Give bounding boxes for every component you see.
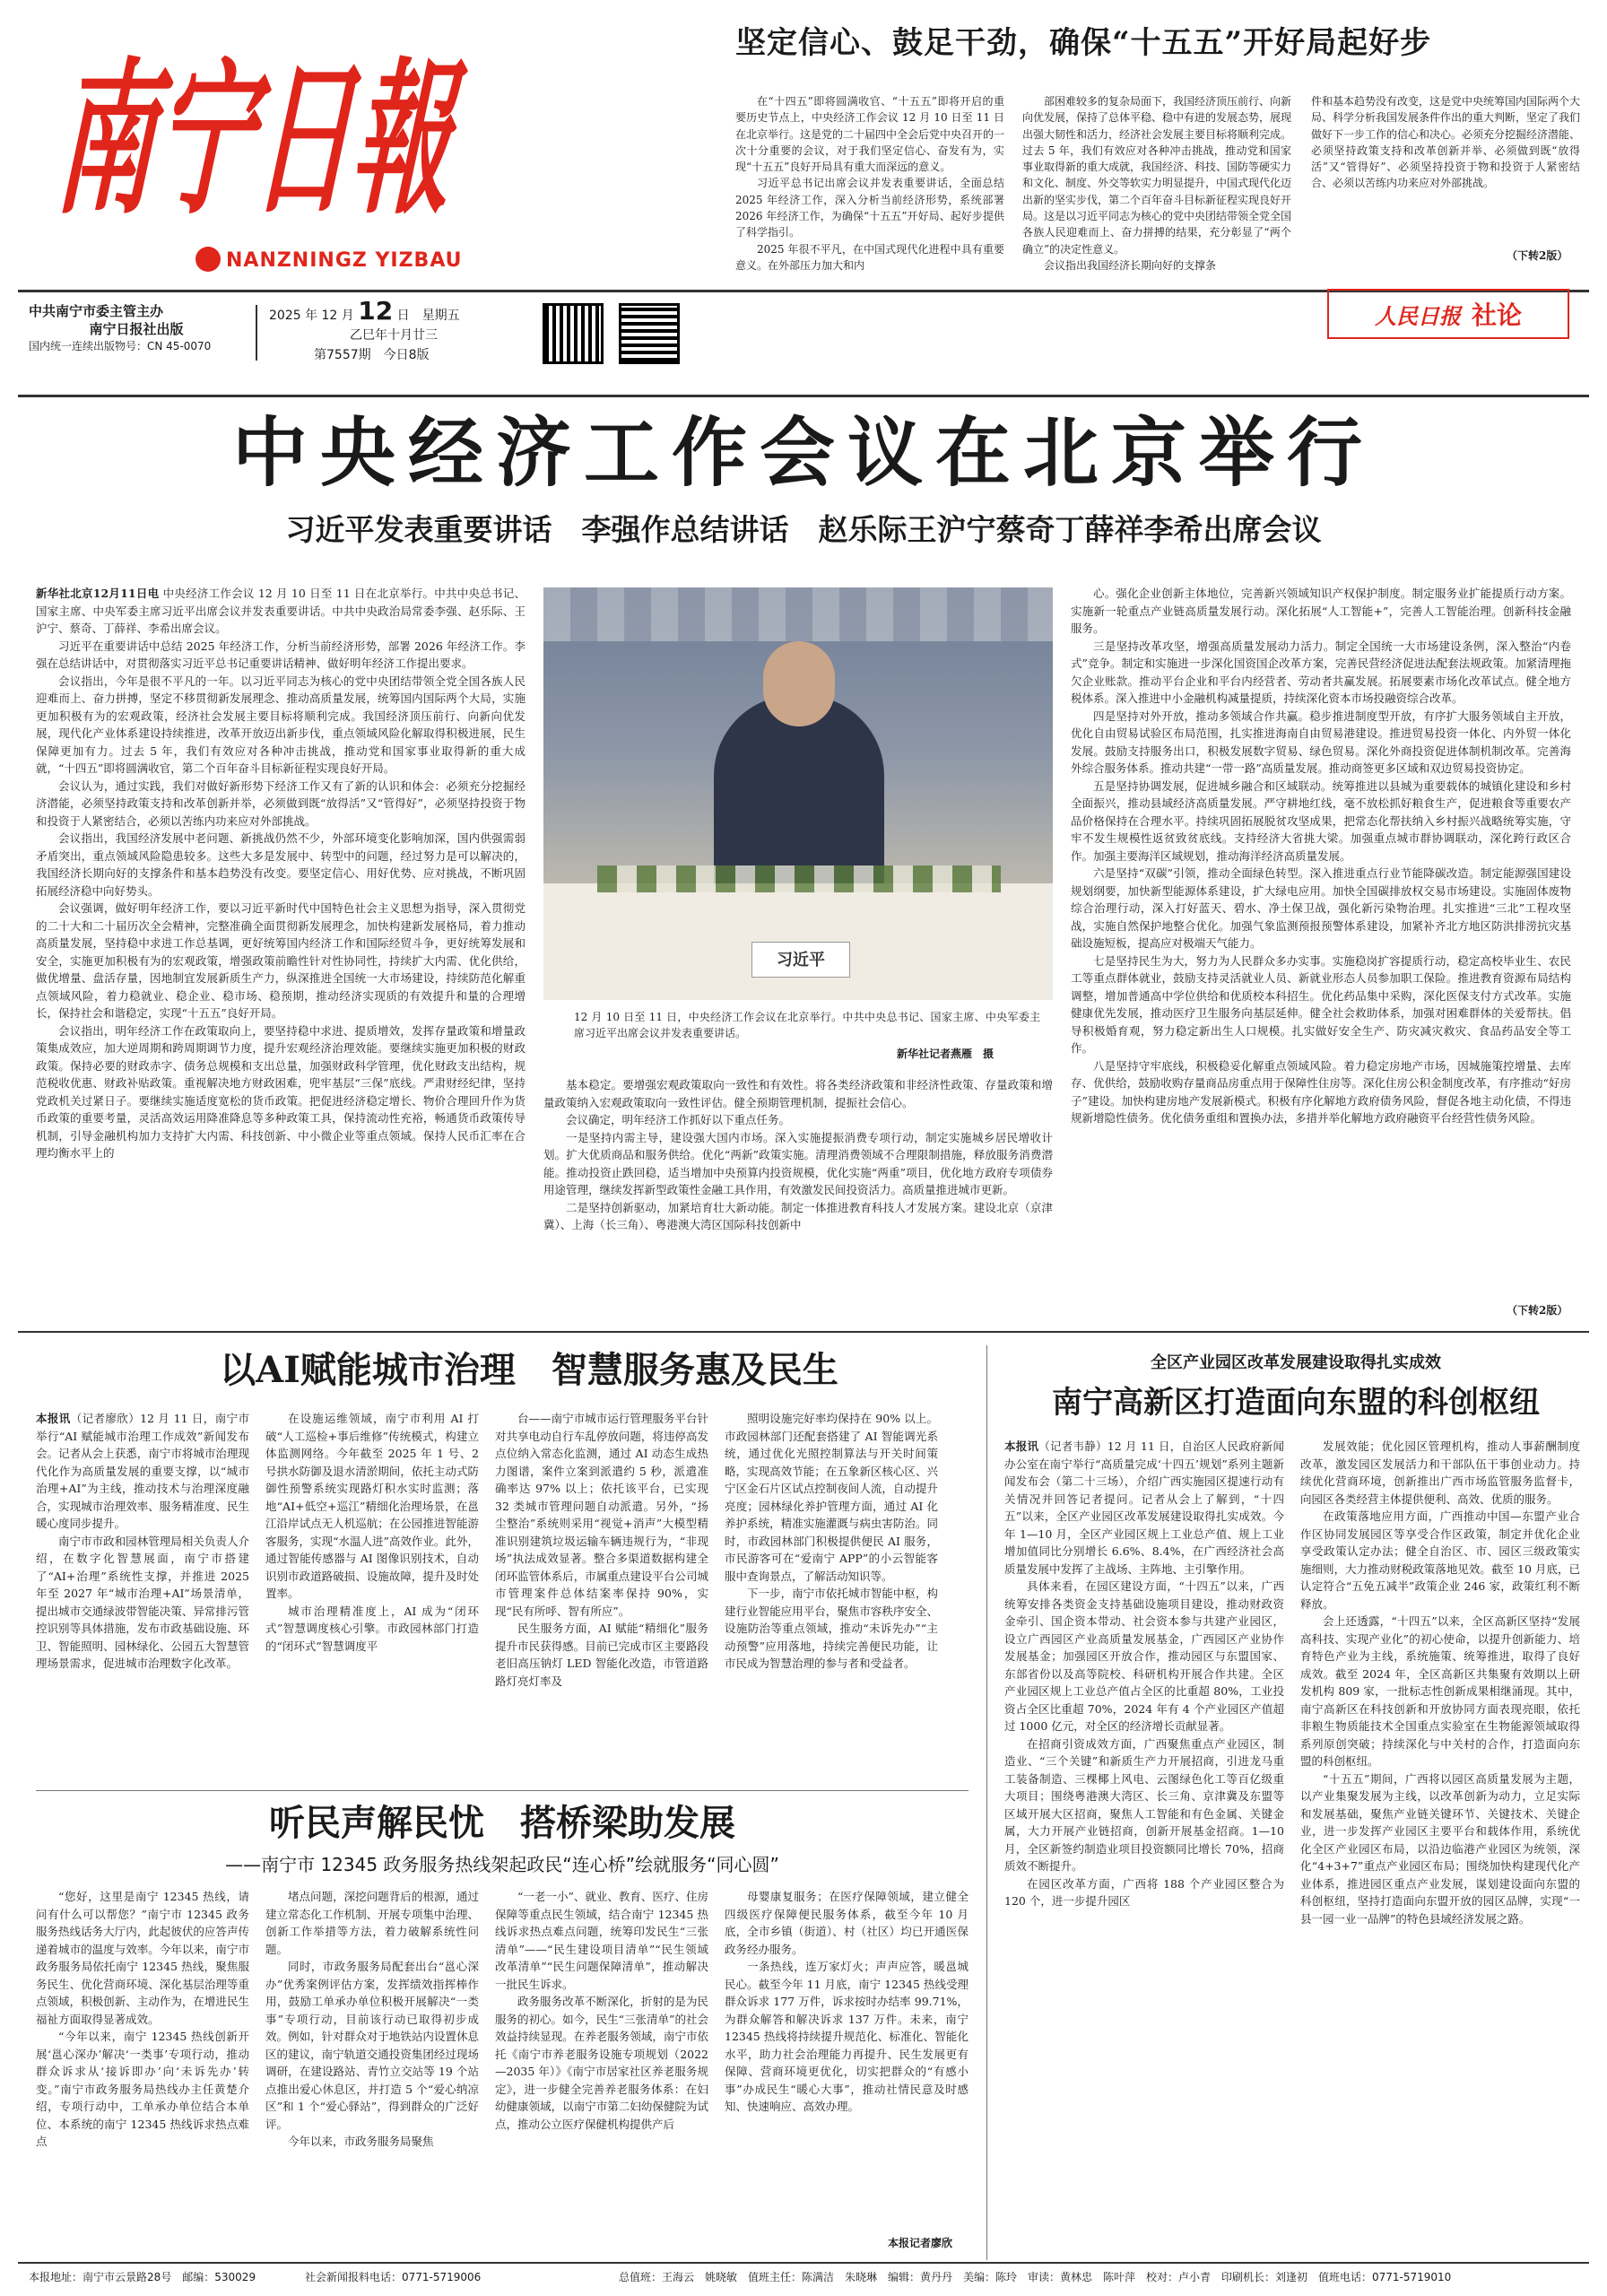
paragraph: 四是坚持对外开放，推动多领域合作共赢。稳步推进制度型开放，有序扩大服务领域自主开放，优化自由贸易试验区布局范围，扎实推进海南自由贸易港建设。推进贸易投资一体化、内外贸一体化发展。鼓励支持服务出口，积极发展数字贸易、绿色贸易。深化外商投资促进体制机制改革。完善海外综合服务体系。推动共建“一带一路”高质量发展。推动商签更多区域和双边贸易投资协定。 bbox=[1071, 709, 1571, 775]
paragraph: 会议指出，明年经济工作在政策取向上，要坚持稳中求进、提质增效，发挥存量政策和增量政策集成效应，加大逆周期和跨周期调节力度，提升宏观经济治理效能。要继续实施更加积极的财政政策。保持必要的财政赤字、债务总规模和支出总量，加强财政科学管理，优化财政支出结构，规范税收优惠、财政补贴政策。重视解决地方财政困难，兜牢基层“三保”底线。严肃财经纪律，坚持党政机关过紧日子。要继续实施适度宽松的货币政策。把促进经济稳定增长、物价合理回升作为货币政策的重要考量，灵活高效运用降准降息等多种政策工具，保持流动性充裕，畅通货币政策传导机制，引导金融机构加力支持扩大内需、科技创新、中小微企业等重点领域。保持人民币汇率在合理均衡水平上的 bbox=[36, 1023, 526, 1160]
qr-code-icon[interactable] bbox=[619, 303, 680, 364]
paragraph: 五是坚持协调发展，促进城乡融合和区域联动。统筹推进以县城为重要载体的城镇化建设和乡村全面振兴，推动县域经济高质量发展。严守耕地红线，毫不放松抓好粮食生产，促进粮食等重要农产品价格保持在合理水平。持续巩固拓展脱贫攻坚成果，把常态化帮扶纳入乡村振兴战略统筹实施，守牢不发生规模性返贫致贫底线。支持经济大省挑大梁。加强重点城市群协调联动，深化跨行政区合作。加强主要海洋区域规划，推动海洋经济高质量发展。 bbox=[1071, 778, 1571, 863]
hotline-credit: 本报记者廖欣 bbox=[888, 2237, 953, 2249]
lead-photo bbox=[543, 587, 1053, 1000]
svg-text:南宁日報: 南宁日報 bbox=[45, 41, 751, 238]
paragraph: 会议强调，做好明年经济工作，要以习近平新时代中国特色社会主义思想为指导，深入贯彻党的二十大和二十届历次全会精神，完整准确全面贯彻新发展理念，加快构建新发展格局，着力推动高质量发展，坚持稳中求进工作总基调，更好统筹国内经济工作和国际经贸斗争，更好统筹发展和安全，实施更加积极有为的宏观政策，增强政策前瞻性针对性协同性，持续扩大内需、优化供给，做优增量、盘活存量，因地制宜发展新质生产力，纵深推进全国统一大市场建设，持续防范化解重点领域风险，着力稳就业、稳企业、稳市场、稳预期，推动经济实现质的有效提升和量的合理增长，保持社会和谐稳定，实现“十五五”良好开局。 bbox=[36, 901, 526, 1020]
issue-date-block: 2025 年 12 月 12 日 星期五 乙巳年十月廿三 第7557期 今日8版 bbox=[269, 296, 460, 362]
publisher-info: 中共南宁市委主管主办 南宁日报社出版 国内统一连续出版物号：CN 45-0070 bbox=[29, 303, 212, 352]
paragraph: 在招商引资成效方面，广西聚焦重点产业园区，制造业、“三个关键”和新质生产力开展招商，引进龙马重工装备制造、三棵椰上风电、云图绿色化工等百亿级重大项目；围绕粤港澳大湾区、长三角、京津冀及东盟等区域开展大区招商，聚焦人工智能和有色金属、关键金属，大力开展产业链招商，创新开展基金招商。1—10 月，全区新签约制造业项目投资额同比增长 70%，招商质效不断提升。 bbox=[1004, 1736, 1284, 1873]
paragraph: 城市治理精准度上，AI 成为“闭环式”智慧调度核心引擎。市政园林部门打造的“闭环式”智慧调度平 bbox=[265, 1604, 479, 1653]
paragraph: 七是坚持民生为大，努力为人民群众多办实事。实施稳岗扩容提质行动，稳定高校毕业生、农民工等重点群体就业，鼓励支持灵活就业人员、新就业形态人员参加职工保险。推进教育资源布局结构调整，增加普通高中学位供给和优质校本科招生。优化药品集中采购，深化医保支付方式改革。实施健康优先发展，推动医疗卫生服务向基层延伸。健全社会救助体系，加强对困难群体的关爱帮扶。倡导积极婚育观，努力稳定新出生人口规模。扎实做好安全生产、防灾减灾救灾、食品药品安全等工作。 bbox=[1071, 953, 1571, 1055]
paragraph: 会议指出我国经济长期向好的支撑条 bbox=[1044, 258, 1217, 272]
paragraph: 会议认为，通过实践，我们对做好新形势下经济工作又有了新的认识和体会：必须充分挖掘经济潜能，必须坚持政策支持和改革创新并举，必须做到既“放得活”又“管得好”，必须坚持投资于物和投资于人紧密结合，必须以苦练内功来应对外部挑战。 bbox=[36, 778, 526, 828]
divider bbox=[18, 395, 1589, 397]
paragraph: 政务服务改革不断深化，折射的是为民服务的初心。如今，民生“三张清单”的社会效益持续显现。在养老服务领域，南宁市依托《南宁市养老服务设施专项规划（2022—2035 年）》《南宁市居家社区养老服务规定》，进一步健全完善养老服务体系：在妇幼健康领域，以南宁市第二妇幼保健院为试点，推动公立医疗保健机构提供产后 bbox=[495, 1995, 708, 2131]
ai-story-column bbox=[495, 1410, 708, 1782]
lead-story-column: 新华社北京12月11日电 中央经济工作会议 12 月 10 日至 11 日在北京举行。中共中央总书记、国家主席、中央军委主席习近平出席会议并发表重要讲话。中共中央政治局常委李强、赵乐际、王沪宁、蔡奇、丁薛祥、李希出席会议。 习近平在重要讲话中总结 2025 年经济工作，分析当前经济形势，部署 2026 年经济工作。李强在总结讲话中，对贯彻落实习近平总书记重要讲话精神、做好明年经济工作提出要求。 会议指出，今年是很不平凡的一年。以习近平同志为核心的党中央团结带领全党全国各族人民迎难而上、奋力拼搏，坚定不移贯彻新发展理念、推动高质量发展，统筹国内国际两个大局，实施更加积极有为的宏观政策，经济社会发展主要目标将顺利完成。我国经济顶压前行、向新向优发展，现代化产业体系建设持续推进，改革开放迈出新步伐，重点领域风险化解取得积极进展，民生保障更加有力。过去 5 年，我们有效应对各种冲击挑战，推动党和国家事业取得新的重大成就，“十四五”即将圆满收官，第二个百年奋斗目标新征程实现良好开局。 会议认为，通过实践，我们对做好新形势下经济工作又有了新的认识和体会：必须充分挖掘经济潜能，必须坚持政策支持和改革创新并举，必须做到既“放得活”又“管得好”，必须坚持投资于物和投资于人紧密结合，必须以苦练内功来应对外部挑战。 会议指出，我国经济发展中老问题、新挑战仍然不少，外部环境变化影响加深，国内供强需弱矛盾突出，重点领域风险隐患较多。这些大多是发展中、转型中的问题，经过努力是可以解决的，我国经济长期向好的支撑条件和基本趋势没有改变。要坚定信心、用好优势、应对挑战，不断巩固拓展经济稳中向好势头。 会议强调，做好明年经济工作，要以习近平新时代中国特色社会主义思想为指导，深入贯彻党的二十大和二十届历次全会精神，完整准确全面贯彻新发展理念，加快构建新发展格局，着力推动高质量发展，坚持稳中求进工作总基调，更好统筹国内经济工作和国际经贸斗争，更好统筹发展和安全，实施更加积极有为的宏观政策，增强政策前瞻性针对性协同性，持续扩大内需、优化供给，做优增量、盘活存量，因地制宜发展新质生产力，纵深推进全国统一大市场建设，持续防范化解重点领域风险，着力稳就业、稳企业、稳市场、稳预期，推动经济实现质的有效提升和量的合理增长，保持社会和谐稳定，实现“十五五”良好开局。 会议指出，明年经济工作在政策取向上，要坚持稳中求进、提质增效，发挥存量政策和增量政策集成效应，加大逆周期和跨周期调节力度，提升宏观经济治理效能。要继续实施更加积极的财政政策。保持必要的财政赤字、债务总规模和支出总量，加强财政科学管理，优化财政支出结构，规范税收优惠、财政补贴政策。重视解决地方财政困难，兜牢基层“三保”底线。严肃财经纪律，坚持党政机关过紧日子。要继续实施适度宽松的货币政策。把促进经济稳定增长、物价合理回升作为货币政策的重要考量，灵活高效运用降准降息等多种政策工具，保持流动性充裕，畅通货币政策传导机制，引导金融机构加力支持扩大内需、科技创新、中小微企业等重点领域。保持人民币汇率在合理均衡水平上的 bbox=[36, 585, 526, 1318]
divider bbox=[986, 1345, 987, 2260]
photo-figure-head bbox=[763, 641, 835, 726]
paragraph: 台——南宁市城市运行管理服务平台针对共享电动自行车乱停放问题，将违停高发点位纳入常态化监测，通过 AI 动态生成热力图谱，案件立案到派遣约 5 秒，派遣准确率达 97% 以上；依托该平台，已实现 32 类城市管理问题自动派遣。另外，“扬尘整治”系统则采用“视觉+消声”大模型精准识别建筑垃圾运输车辆违规行为，“非现场”执法成效显著。整合多渠道数据构建全闭环监管体系后，市属重点建设平台公司城市管理案件总体结案率保持 90%，实现“民有所呼、智有所应”。 bbox=[495, 1412, 708, 1618]
divider bbox=[256, 305, 257, 361]
paragraph: 在政策落地应用方面，广西推动中国—东盟产业合作区协同发展园区等享受合作区政策，制定并优化企业享受政策认定办法；健全自治区、市、园区三级政策实施细则，大力推动财税政策落地见效。截至 10 月底，已认定符合“五免五减半”政策企业 246 家，政策红利不断释放。 bbox=[1300, 1509, 1580, 1611]
paragraph: （记者廖欣）12 月 11 日，南宁市举行“AI 赋能城市治理工作成效”新闻发布会。记者从会上获悉，南宁市将城市治理现代化作为高质量发展的重要支撑，以“城市治理+AI”为主线，推动技术与治理深度融合，实现城市治理效率、服务精准度、民生暖心度同步提升。 bbox=[36, 1412, 249, 1530]
paragraph: “十五五”期间，广西将以园区高质量发展为主题，以产业集聚发展为主线，以改革创新为动力，立足实际和发展基础，聚焦产业链关键环节、关键技术、关键企业，进一步发挥产业园区主要平台和载体作用，系统优化全区产业园区布局，以沿边临港产业园区为统领，深化“4+3+7”重点产业园区布局；围绕加快构建现代化产业体系，推进园区重点产业发展，谋划建设面向东盟的科创枢纽，坚持打造面向东盟开放的园区品牌，实现“一县一园一业一品牌”的特色县域经济发展之路。 bbox=[1300, 1771, 1580, 1926]
hotline-subtitle: ——南宁市 12345 政务服务热线架起政民“连心桥”绘就服务“同心圆” bbox=[225, 1854, 779, 1875]
paragraph: 会议确定，明年经济工作抓好以下重点任务。 bbox=[566, 1113, 791, 1126]
main-headline[interactable]: 中央经济工作会议在北京举行 bbox=[231, 409, 1375, 497]
editorial-column bbox=[1022, 93, 1291, 362]
paragraph: 同时，市政务服务局配套出台“邕心深办”优秀案例评估方案，发挥绩效指挥棒作用，鼓励工单承办单位积极开展解决“一类事”专项行动，目前该行动已取得初步成效。例如，针对群众对于地铁站内设置休息区的建议，南宁轨道交通投资集团经过现场调研，在建设路站、青竹立交站等 19 个站点推出爱心休息区，并打造 5 个“爱心纳凉区”和 1 个“爱心驿站”，得到群众的广泛好评。 bbox=[265, 1960, 479, 2131]
photo-flowers bbox=[597, 865, 1001, 892]
qr-code-icon[interactable] bbox=[543, 303, 604, 364]
paragraph: 习近平在重要讲话中总结 2025 年经济工作，分析当前经济形势，部署 2026 年经济工作。李强在总结讲话中，对贯彻落实习近平总书记重要讲话精神、做好明年经济工作提出要求。 bbox=[36, 639, 526, 670]
logo-pinyin: NANZNINGZ YIZBAU bbox=[226, 249, 463, 272]
hightech-kicker: 全区产业园区改革发展建设取得扎实成效 bbox=[1151, 1353, 1441, 1372]
hightech-column: 本报讯（记者韦静）12 月 11 日，自治区人民政府新闻办公室在南宁举行“高质量完成‘十四五’规划”系列主题新闻发布会（第二十三场），介绍广西实施园区提速行动有关情况并回答记者提问。记者从会上了解到，“十四五”以来，全区产业园区改革发展建设取得扎实成效。今年 1—10 月，全区产业园区规上工业总产值、规上工业增加值同比分别增长 6.6%、8.4%，在广西经济社会高质量发展中发挥了主战场、主阵地、主引擎作用。 具体来看，在园区建设方面，“十四五”以来，广西统筹安排各类资金支持基础设施项目建设，推动财政资金牵引、国企资本带动、社会资本参与共建产业园区，设立广西园区产业高质量发展基金，广西园区产业协作发展基金；加强园区开放合作，推动园区与东盟国家、东部省份以及高等院校、科研机构开展合作共建。全区产业园区规上工业总产值占全区的比重超 80%，工业投资占全区比重超 70%，2024 年有 4 个产业园区产值超过 1000 亿元，对全区的经济增长贡献显著。 在招商引资成效方面，广西聚焦重点产业园区，制造业、“三个关键”和新质生产力开展招商，引进龙马重工装备制造、三棵椰上风电、云图绿色化工等百亿级重大项目；围绕粤港澳大湾区、长三角、京津冀及东盟等区域开展大区招商，聚焦人工智能和有色金属、关键金属，大力开展产业链招商，创新开展基金招商。1—10 月，全区新签约制造业项目投资额同比增长 70%，招商质效不断提升。 在园区改革方面，广西将 188 个产业园区整合为 120 个，进一步提升园区 bbox=[1004, 1438, 1284, 2258]
paragraph: 六是坚持“双碳”引领，推动全面绿色转型。深入推进重点行业节能降碳改造。制定能源强国建设规划纲要，加快新型能源体系建设，扩大绿电应用。加快全国碳排放权交易市场建设。实施固体废物综合治理行动，深入打好蓝天、碧水、净土保卫战，强化新污染物治理。扎实推进“三北”工程攻坚战，实施自然保护地整合优化。加强气象监测预报预警体系建设，加紧补齐北方地区防洪排涝抗灾基础设施短板，提高应对极端天气能力。 bbox=[1071, 866, 1571, 950]
paragraph: 八是坚持守牢底线，积极稳妥化解重点领域风险。着力稳定房地产市场，因城施策控增量、去库存、优供给，鼓励收购存量商品房重点用于保障性住房等。深化住房公积金制度改革，有序推动“好房子”建设。加快构建房地产发展新模式。积极有序化解地方政府债务风险，督促各地主动化债，不得违规新增隐性债务。优化债务重组和置换办法，多措并举化解地方政府融资平台经营性债务风险。 bbox=[1071, 1058, 1571, 1125]
paragraph: 三是坚持改革攻坚，增强高质量发展动力活力。制定全国统一大市场建设条例，深入整治“内卷式”竞争。制定和实施进一步深化国资国企改革方案，完善民营经济促进法配套法规政策。加紧清理拖欠企业账款。推动平台企业和平台内经营者、劳动者共赢发展。拓展要素市场化改革试点。健全地方税体系。深入推进中小金融机构减量提质，持续深化资本市场投融资综合改革。 bbox=[1071, 639, 1571, 705]
paragraph: 一是坚持内需主导，建设强大国内市场。深入实施提振消费专项行动，制定实施城乡居民增收计划。扩大优质商品和服务供给。优化“两新”政策实施。清理消费领域不合理限制措施，释放服务消费潜能。推动投资止跌回稳，适当增加中央预算内投资规模，优化实施“两重”项目，优化地方政府专项债券用途管理，继续发挥新型政策性金融工具作用，有效激发民间投资活力。高质量推进城市更新。 bbox=[543, 1130, 1053, 1196]
paragraph: 心。强化企业创新主体地位，完善新兴领域知识产权保护制度。制定服务业扩能提质行动方案。实施新一轮重点产业链高质量发展行动。深化拓展“人工智能+”，完善人工智能治理。创新科技金融服务。 bbox=[1071, 587, 1571, 635]
divider bbox=[18, 1331, 1589, 1333]
paragraph: 堵点问题，深挖问题背后的根源，通过建立常态化工作机制、开展专项集中治理、创新工作举措等方法，着力破解系统性问题。 bbox=[265, 1890, 479, 1956]
ai-story-column bbox=[725, 1410, 938, 1782]
paragraph: 习近平总书记出席会议并发表重要讲话，全面总结 2025 年经济工作，深入分析当前经济形势，系统部署 2026 年经济工作，为确保“十五五”开好局、起好步提供了科学指引。 bbox=[735, 177, 1004, 239]
paragraph: 部困难较多的复杂局面下，我国经济顶压前行、向新向优发展，保持了总体平稳、稳中有进的发展态势，展现出强大韧性和活力，经济社会发展主要目标将顺利完成。过去 5 年，我们有效应对各种冲击挑战，推动党和国家事业取得新的重大成就，我国经济、科技、国防等硬实力和文化、制度、外交等软实力明显提升，中国式现代化迈出新的坚实步伐，第二个百年奋斗目标新征程实现良好开局。这是以习近平同志为核心的党中央团结带领全党全国各族人民迎难而上、奋力拼搏的结果，充分彰显了“两个确立”的决定性意义。 bbox=[1022, 95, 1292, 256]
continued-note: （下转2版） bbox=[1507, 1304, 1568, 1317]
hotline-column bbox=[265, 1888, 479, 2251]
paragraph: 一条热线，连万家灯火；声声应答，暖邕城民心。截至今年 11 月底，南宁 12345 热线受理群众诉求 177 万件，诉求按时办结率 99.71%，为群众解答和解决诉求 137 万件。未来，南宁 12345 热线将持续提升规范化、标准化、智能化水平，助力社会治理能力再提升、民生发展更有保障、营商环境更优化，切实把群众的“有感小事”办成民生“暖心大事”，推动社情民意及时感知、快速响应、高效办理。 bbox=[725, 1960, 969, 2113]
editorial-column: 件和基本趋势没有改变，这是党中央统筹国内国际两个大局、科学分析我国发展条件作出的重大判断，坚定了我们做好下一步工作的信心和决心。必须充分挖掘经济潜能、必须坚持政策支持和改革创新并举、必须做到既“放得活”又“管得好”、必须坚持投资于物和投资于人紧密结合、必须以苦练内功来应对外部挑战。 bbox=[1311, 95, 1581, 190]
paragraph: 南宁市市政和园林管理局相关负责人介绍，在数字化智慧展面，南宁市搭建了“AI+治理”系统性支撑，并推进 2025 年至 2027 年“城市治理+AI”场景清单，提出城市交通绿波带智能决策、异常排污管控识别等具体措施，发布市政基础设施、环卫、智能照明、园林绿化、公园五大智慧管理场景需求，促进城市治理数字化改革。 bbox=[36, 1534, 249, 1670]
paragraph: 二是坚持创新驱动，加紧培育壮大新动能。制定一体推进教育科技人才发展方案。建设北京（京津冀）、上海（长三角）、粤港澳大湾区国际科技创新中 bbox=[543, 1200, 1053, 1231]
newspaper-logo bbox=[45, 18, 751, 242]
photo-backdrop bbox=[543, 587, 1053, 641]
photo-credit: 新华社记者燕雁 摄 bbox=[897, 1048, 995, 1060]
continued-note: （下转2版） bbox=[1507, 249, 1568, 262]
photo-nameplate: 习近平 bbox=[751, 942, 850, 978]
paragraph: 在设施运维领域，南宁市利用 AI 打破“人工巡检+事后维修”传统模式，构建立体监测网络。今年截至 2025 年 1 号、2 号拱水防御及退水清淤期间，依托主动式防御性预警系统实现路灯积水实时监测；落地“AI+低空+巡江”精细化治理场景，在邕江沿岸试点无人机巡航；在公园推进智能游客服务，实现“水温人进”高效作业。此外，通过智能传感器与 AI 图像识别技术，自动识别市政道路破损、设施故障，提升及时处置率。 bbox=[265, 1412, 479, 1600]
main-subheadline: 习近平发表重要讲话 李强作总结讲话 赵乐际王沪宁蔡奇丁薛祥李希出席会议 bbox=[285, 512, 1322, 547]
paragraph: 母婴康复服务；在医疗保障领域，建立健全四级医疗保障便民服务体系，截至今年 10 月底，全市乡镇（街道）、村（社区）均已开通医保政务经办服务。 bbox=[725, 1890, 969, 1956]
paragraph: 基本稳定。要增强宏观政策取向一致性和有效性。将各类经济政策和非经济性政策、存量政策和增量政策纳入宏观政策取向一致性评估。健全预期管理机制，提振社会信心。 bbox=[543, 1078, 1053, 1109]
divider bbox=[36, 1790, 969, 1791]
paragraph: 会议指出，我国经济发展中老问题、新挑战仍然不少，外部环境变化影响加深，国内供强需弱矛盾突出，重点领域风险隐患较多。这些大多是发展中、转型中的问题，经过努力是可以解决的，我国经济长期向好的支撑条件和基本趋势没有改变。要坚定信心、用好优势、应对挑战，不断巩固拓展经济稳中向好势头。 bbox=[36, 831, 526, 898]
ai-story-title[interactable]: 以AI赋能城市治理 智慧服务惠及民生 bbox=[220, 1349, 838, 1391]
hightech-title[interactable]: 南宁高新区打造面向东盟的科创枢纽 bbox=[1052, 1385, 1540, 1421]
paragraph: 具体来看，在园区建设方面，“十四五”以来，广西统筹安排各类资金支持基础设施项目建设，推动财政资金牵引、国企资本带动、社会资本参与共建产业园区，设立广西园区产业高质量发展基金，广西园区产业协作发展基金；加强园区开放合作，推动园区与东盟国家、东部省份以及高等院校、科研机构开展合作共建。全区产业园区规上工业总产值占全区的比重超 80%，工业投资占全区比重超 70%，2024 年有 4 个产业园区产值超过 1000 亿元，对全区的经济增长贡献显著。 bbox=[1004, 1579, 1284, 1733]
footer-staff: 总值班：王海云 姚晓敏 值班主任：陈满洁 朱晓琳 编辑：黄丹丹 美编：陈玲 审读：黄林忠 陈叶萍 校对：卢小青 印刷机长：刘逢初 值班电话：0771-5719010 bbox=[619, 2271, 1452, 2283]
paragraph: 民生服务方面，AI 赋能“精细化”服务提升市民获得感。目前已完成市区主要路段老旧高压钠灯 LED 智能化改造，市管道路路灯亮灯率及 bbox=[495, 1622, 708, 1688]
ai-story-column: 本报讯（记者廖欣）12 月 11 日，南宁市举行“AI 赋能城市治理工作成效”新闻发布会。记者从会上获悉，南宁市将城市治理现代化作为高质量发展的重要支撑，以“城市治理+AI”为主线，推动技术与治理深度融合，实现城市治理效率、服务精准度、民生暖心度同步提升。 南宁市市政和园林管理局相关负责人介绍，在数字化智慧展面，南宁市搭建了“AI+治理”系统性支撑，并推进 2025 年至 2027 年“城市治理+AI”场景清单，提出城市交通绿波带智能决策、异常排污管控识别等具体措施，发布市政基础设施、环卫、智能照明、园林绿化、公园五大智慧管理场景需求，促进城市治理数字化改革。 bbox=[36, 1410, 249, 1782]
paragraph: 会上还透露，“十四五”以来，全区高新区坚持“发展高科技、实现产业化”的初心使命，以提升创新能力、培育特色产业为主线，系统施策、统筹推进，取得了良好成效。截至 2024 年，全区高新区共集聚有效期以上研发机构 809 家，一批标志性创新成果相继涌现。其中，南宁高新区在科技创新和开放协同方面表现亮眼，依托非粮生物质能技术全国重点实验室在生物能源领域取得系列原创突破；持续深化与中关村的合作，打造面向东盟的科创枢纽。 bbox=[1300, 1614, 1580, 1768]
footer-phone: 社会新闻报料电话：0771-5719006 bbox=[305, 2271, 482, 2283]
paragraph: 今年以来，市政务服务局聚焦 bbox=[288, 2135, 434, 2148]
paragraph: “一老一小”、就业、教育、医疗、住房保障等重点民生领域，结合南宁 12345 热线诉求热点难点问题，统筹印发民生“三张清单”——“民生建设项目清单”“民生领域改革清单”“民生问题保障清单”，推动解决一批民生诉求。 bbox=[495, 1890, 708, 1991]
paragraph: “您好，这里是南宁 12345 热线，请问有什么可以帮您？”南宁市 12345 政务服务热线话务大厅内，此起彼伏的应答声传递着城市的温度与效率。今年以来，南宁市政务服务局依托南宁 12345 热线，聚焦服务民生、优化营商环境、深化基层治理等重点领域，积极创新、主动作为，在增进民生福祉方面取得显著成效。 bbox=[36, 1890, 249, 2026]
paragraph: 发展效能；优化园区管理机构，推动人事薪酬制度改革，激发园区发展活力和干部队伍干事创业动力。持续优化营商环境，创新推出广西市场监管服务监督卡，向园区各类经营主体提供便利、高效、优质的服务。 bbox=[1300, 1439, 1580, 1506]
lead-story-column bbox=[543, 1076, 1053, 1318]
paragraph: “今年以来，南宁 12345 热线创新开展‘邕心深办’解决‘一类事’专项行动，推动群众诉求从‘接诉即办’向‘未诉先办’转变。”南宁市政务服务局热线办主任黄楚介绍，专项行动中，工单承办单位结合本单位、本系统的南宁 12345 热线诉求热点难点 bbox=[36, 2030, 249, 2148]
logo-emblem-icon bbox=[195, 247, 221, 272]
paragraph: 中央经济工作会议 12 月 10 日至 11 日在北京举行。中共中央总书记、国家主席、中央军委主席习近平出席会议并发表重要讲话。中共中央政治局常委李强、赵乐际、王沪宁、蔡奇、丁薛祥、李希出席会议。 bbox=[36, 587, 526, 635]
hotline-title[interactable]: 听民声解民忧 搭桥梁助发展 bbox=[269, 1802, 735, 1844]
editorial-column bbox=[735, 93, 1004, 362]
hotline-column bbox=[725, 1888, 969, 2233]
divider bbox=[18, 2262, 1589, 2264]
hotline-column bbox=[36, 1888, 249, 2251]
editorial-title[interactable]: 坚定信心、鼓足干劲，确保“十五五”开好局起好步 bbox=[735, 25, 1432, 61]
photo-caption: 12 月 10 日至 11 日，中央经济工作会议在北京举行。中共中央总书记、国家主席、中央军委主席习近平出席会议并发表重要讲话。 bbox=[574, 1011, 1040, 1039]
paragraph: 在园区改革方面，广西将 188 个产业园区整合为 120 个，进一步提升园区 bbox=[1004, 1876, 1284, 1908]
hotline-column bbox=[495, 1888, 708, 2251]
paragraph: （记者韦静）12 月 11 日，自治区人民政府新闻办公室在南宁举行“高质量完成‘十四五’规划”系列主题新闻发布会（第二十三场），介绍广西实施园区提速行动有关情况并回答记者提问。记者从会上了解到，“十四五”以来，全区产业园区改革发展建设取得扎实成效。今年 1—10 月，全区产业园区规上工业总产值、规上工业增加值同比分别增长 6.6%、8.4%，在广西经济社会高质量发展中发挥了主战场、主阵地、主引擎作用。 bbox=[1004, 1439, 1284, 1576]
paragraph: 照明设施完好率均保持在 90% 以上。市政园林部门还配套搭建了 AI 智能调光系统，通过优化光照控制算法与开关时间策略，实现高效节能；在五象新区核心区、兴宁区金石片区试点控制夜间人流，自动提升亮度；园林绿化养护管理方面，通过 AI 化养护系统，精准实施灌溉与病虫害防治。同时，市政园林部门积极提供便民 AI 服务，市民游客可在“爱南宁 APP”的小云智能客服中查询景点，了解活动知识等。 bbox=[725, 1412, 938, 1583]
editorial-badge: 人民日报 社论 bbox=[1327, 289, 1569, 339]
lead-story-column bbox=[1071, 585, 1571, 1302]
ai-story-column bbox=[265, 1410, 479, 1782]
hightech-column bbox=[1300, 1438, 1580, 2258]
paragraph: 下一步，南宁市依托城市智能中枢，构建行业智能应用平台，聚焦市容秩序安全、设施防治等重点领域，推动“未诉先办”“主动预警”应用落地，持续完善便民功能，让市民成为智慧治理的参与者和受益者。 bbox=[725, 1587, 938, 1670]
paragraph: 会议指出，今年是很不平凡的一年。以习近平同志为核心的党中央团结带领全党全国各族人民迎难而上、奋力拼搏，坚定不移贯彻新发展理念、推动高质量发展，统筹国内国际两个大局，实施更加积极有为的宏观政策，经济社会发展主要目标将顺利完成。我国经济顶压前行、向新向优发展，现代化产业体系建设持续推进，改革开放迈出新步伐，重点领域风险化解取得积极进展，民生保障更加有力。过去 5 年，我们有效应对各种冲击挑战，推动党和国家事业取得新的重大成就，“十四五”即将圆满收官，第二个百年奋斗目标新征程实现良好开局。 bbox=[36, 674, 526, 775]
footer-address: 本报地址：南宁市云景路28号 邮编：530029 bbox=[29, 2271, 256, 2283]
paragraph: 在“十四五”即将圆满收官、“十五五”即将开启的重要历史节点上，中央经济工作会议 12 月 10 日至 11 日在北京举行。这是党的二十届四中全会后党中央召开的一次十分重要的会议，对于我们坚定信心、奋发有为，实现“十五五”良好开局具有重大而深远的意义。 bbox=[735, 95, 1005, 174]
paragraph: 2025 年很不平凡，在中国式现代化进程中具有重要意义。在外部压力加大和内 bbox=[735, 242, 1004, 272]
